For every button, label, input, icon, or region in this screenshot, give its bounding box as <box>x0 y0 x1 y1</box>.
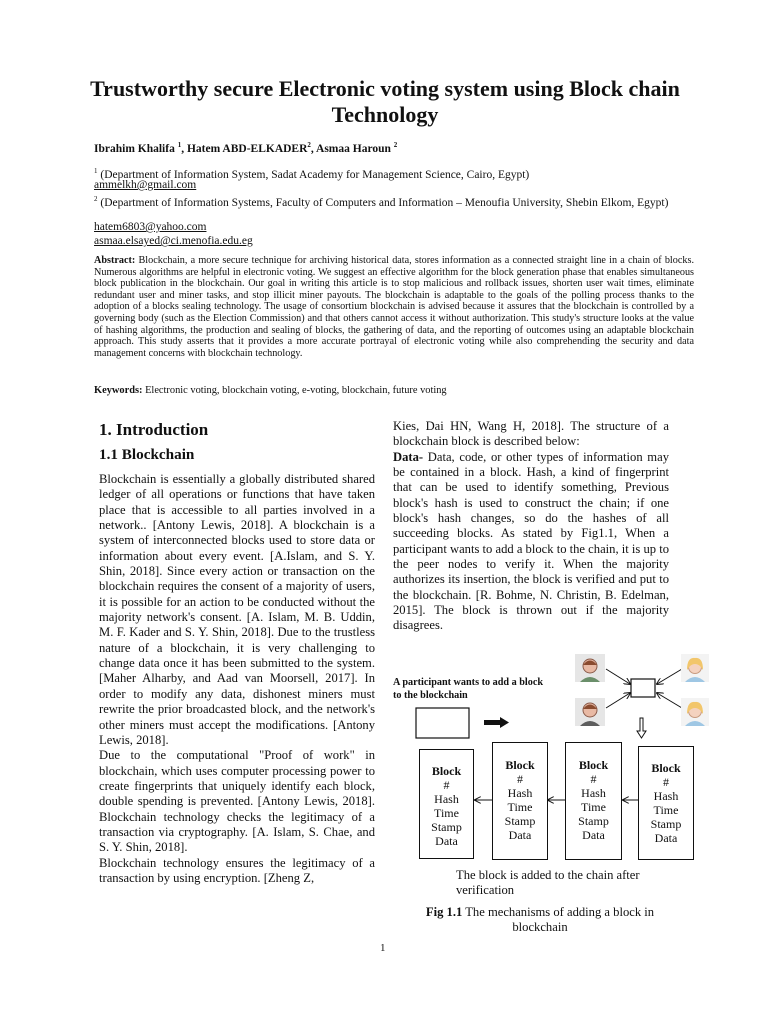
user-female-icon <box>681 698 709 726</box>
block-field: # <box>517 772 523 786</box>
block-field: Stamp <box>431 820 462 834</box>
block-title: Block <box>431 764 462 778</box>
abstract-label: Abstract: <box>94 255 136 266</box>
block-title: Block <box>505 758 535 772</box>
author-name: Ibrahim Khalifa <box>94 142 178 155</box>
author-name: , Asmaa Haroun <box>310 142 394 155</box>
subsection-heading: 1.1 Blockchain <box>99 446 195 463</box>
block-field: Hash <box>581 786 606 800</box>
block-field: Time <box>653 803 679 817</box>
affiliation-sup: 1 <box>94 167 98 175</box>
block-title: Block <box>578 758 609 772</box>
data-label: Data- <box>393 449 424 464</box>
block-field: Time <box>507 800 533 814</box>
author-sup: 2 <box>307 141 311 149</box>
user-male-icon <box>575 654 605 682</box>
block-field: Data <box>582 828 605 842</box>
right-arrow-icon <box>484 717 509 728</box>
block-field: Stamp <box>504 814 536 828</box>
data-text: Data, code, or other types of information may be contained in a block. Hash, a kind of fingerprint that can be used to identify something, Previous block's hash is used to construct the chain; if one block's hash changes, so do the hashes of all succeeding blocks. As stated by Fig1.1, When a participant wants to add a block to the chain, it is up to the peer nodes to verify it. When the majority authorizes its insertion, the block is verified and put to the blockchain. [R. Bohme, N. Christin, B. Edelman, 2015]. The block is thrown out if the majority disagrees. <box>393 449 669 633</box>
body-paragraph: Due to the computational "Proof of work" in blockchain, which uses computer processing power to create fingerprints that uniquely identify each block, double spending is prevented. [Antony Lewis, 2018]. Blockchain technology checks the legitimacy of a transaction via cryptography. [A. Islam, S. Chae, and S. Y. Shin, 2018]. <box>99 748 375 855</box>
email-link[interactable]: hatem6803@yahoo.com <box>94 221 207 233</box>
block-field: Data <box>508 828 532 842</box>
block-field: Hash <box>653 789 679 803</box>
block-field: Stamp <box>650 817 682 831</box>
figure-caption <box>400 905 680 935</box>
affiliation-text: (Department of Information Systems, Faculty of Computers and Information – Menoufia University, Shebin Elkom, Egypt) <box>97 196 669 209</box>
block-field: # <box>663 775 669 789</box>
block-title: Block <box>651 761 681 775</box>
figure-label-text: The mechanisms of adding a block in blockchain <box>462 905 655 934</box>
block-field: Data <box>435 834 458 848</box>
email-link[interactable]: asmaa.elsayed@ci.menofia.edu.eg <box>94 235 253 247</box>
block-field: Time <box>434 806 459 820</box>
author-sup: 2 <box>393 141 398 149</box>
block-box <box>565 742 622 860</box>
keywords-label: Keywords: <box>94 385 143 396</box>
affiliation-text: (Department of Information System, Sadat Academy for Management Science, Cairo, Egypt) <box>97 168 530 181</box>
author-name: , Hatem ABD-ELKADER <box>181 142 308 155</box>
new-block <box>416 708 469 738</box>
email-link[interactable]: ammelkh@gmail.com <box>94 179 197 191</box>
user-male-icon <box>575 698 605 726</box>
block-field: Hash <box>434 792 459 806</box>
section-heading: 1. Introduction <box>99 420 209 439</box>
user-female-icon <box>681 654 709 682</box>
keywords-text: Electronic voting, blockchain voting, e-voting, blockchain, future voting <box>142 385 447 396</box>
block-field: Data <box>654 831 678 845</box>
figure-note: The block is added to the chain after verification <box>456 868 640 897</box>
network-node-box <box>631 679 655 697</box>
page-number: 1 <box>380 942 386 954</box>
author-sup: 1 <box>177 141 182 149</box>
block-box <box>492 742 548 860</box>
body-paragraph: Blockchain technology ensures the legitimacy of a transaction by using encryption. [Zheng Z, <box>99 855 375 885</box>
body-paragraph: Kies, Dai HN, Wang H, 2018]. The structure of a blockchain block is described below: <box>393 419 669 449</box>
block-field: # <box>443 778 450 792</box>
block-field: # <box>590 772 597 786</box>
affiliation-sup: 2 <box>94 195 98 203</box>
block-box <box>419 749 474 859</box>
block-field: Hash <box>507 786 533 800</box>
figure-label: Fig 1.1 <box>425 905 463 919</box>
body-paragraph: Blockchain is essentially a globally distributed shared ledger of all operations or functions that have taken place that is accessible to all parties involved in a network.. [Antony Lewis, 2018]. A blockchain is a system of interconnected blocks used to store data or information about every event. [A.Islam, and S. Y. Shin, 2018]. Since every action or transaction on the blockchain requires the consent of a majority of users, it is possible for an action to be conducted without the majority network's consent. [A. Islam, M. B. Uddin, M. F. Kader and S. Y. Shin, 2018]. Due to the trustless nature of a blockchain, it is very challenging to change data once it has been submitted to the system. [Maher Alharby, and Aad van Moorsell, 2017]. In order to modify any data, dishonest miners must rewrite the prior broadcasted block, and the network's other miners must accept the modifications. [Antony Lewis, 2018]. <box>99 472 375 747</box>
abstract-text: Blockchain, a more secure technique for archiving historical data, stores information as a connected straight line in a chain of blocks. Numerous algorithms are helpful in electronic voting. We suggest an effective algorithm for the block generation phase that enables simultaneous block publication in the blockchain. Our goal in writing this article is to stop malicious and rollback issues, shorten user wait times, eliminate redundant user and miner tasks, and stop illicit miner payouts. The blockchain is adaptable to the goals of the polling process thanks to the adoption of a blocks sealing technology. The usage of consortium blockchain is advised because it assures that the blockchain is controlled by a governing body (such as the Election Commission) and that others cannot access it without authorization. This study's structure looks at the value of hashing algorithms, the production and sealing of blocks, the gathering of data, and the reporting of outcomes using an adaptable blockchain approach. This study asserts that it provides a more accurate portrayal of electronic voting while also comprehending the security and data management concerns with blockchain technology. <box>94 255 694 359</box>
block-box <box>638 746 694 860</box>
figure-caption-top: A participant wants to add a block to the blockchain <box>393 677 544 701</box>
block-field: Stamp <box>578 814 609 828</box>
paper-title: Trustworthy secure Electronic voting system using Block chain Technology <box>90 76 680 127</box>
block-field: Time <box>581 800 606 814</box>
down-arrow-icon <box>637 718 646 738</box>
